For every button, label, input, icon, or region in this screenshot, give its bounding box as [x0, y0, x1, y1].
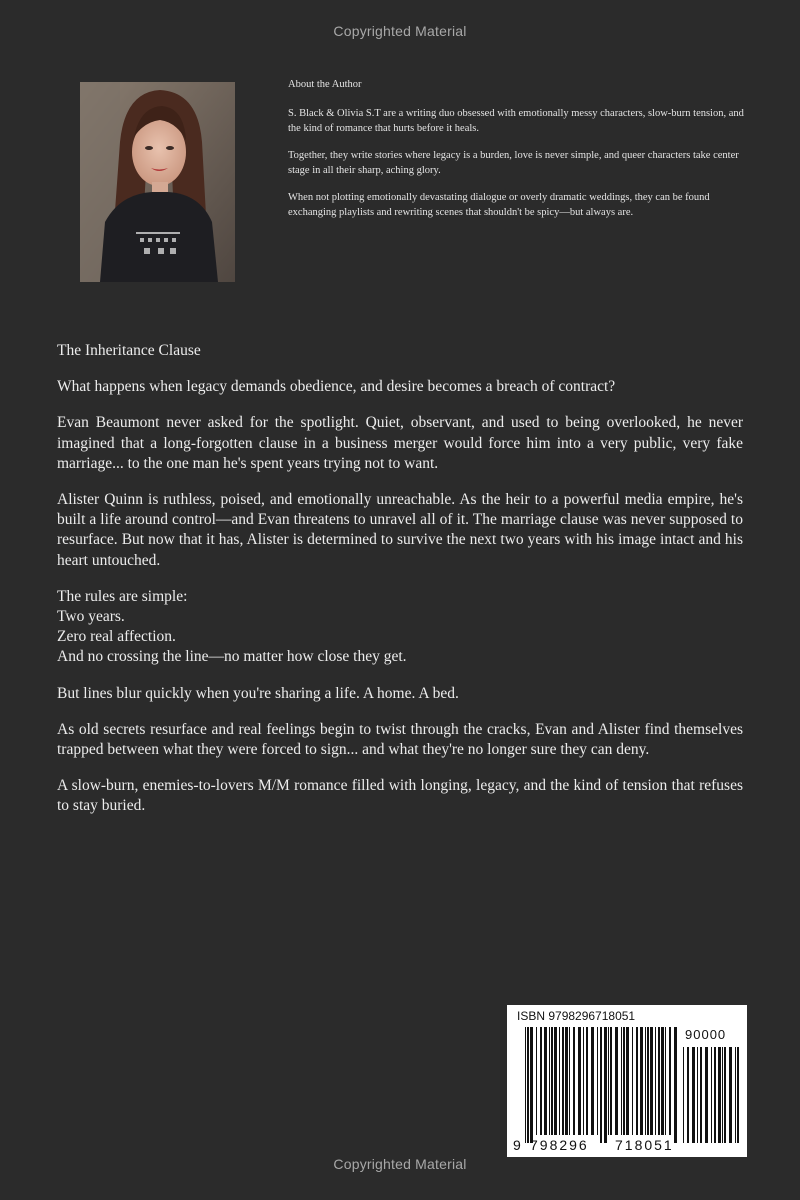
barcode-bar: [650, 1027, 653, 1135]
rules-line: And no crossing the line—no matter how close they get.: [57, 648, 407, 666]
barcode-bar: [536, 1027, 537, 1135]
author-portrait-image: [80, 82, 235, 282]
barcode-bar: [610, 1027, 612, 1135]
barcode-bar: [604, 1027, 607, 1143]
barcode-bar: [565, 1027, 568, 1135]
barcode-bar: [711, 1047, 712, 1143]
barcode-bar: [687, 1047, 689, 1143]
barcode-bar: [645, 1027, 646, 1135]
watermark-top: Copyrighted Material: [333, 23, 467, 39]
barcode-digit-first: 9: [513, 1137, 523, 1153]
blurb-paragraph: But lines blur quickly when you're sharing a life. A home. A bed.: [57, 684, 459, 702]
blurb-paragraph: As old secrets resurface and real feelings begin to twist through the cracks, Evan and Alister find themselves trapped between what they were forced to sign... and what they're no longer sure they can deny.: [57, 720, 743, 759]
barcode-bar: [737, 1047, 739, 1143]
barcode-bar: [623, 1027, 625, 1135]
about-author-section: [288, 77, 746, 232]
barcode-bar: [665, 1027, 666, 1135]
barcode-bar: [626, 1027, 629, 1135]
barcode-bar: [540, 1027, 542, 1135]
barcode-bar: [573, 1027, 575, 1135]
barcode-bar: [705, 1047, 708, 1143]
blurb-paragraph: Alister Quinn is ruthless, poised, and emotionally unreachable. As the heir to a powerful media empire, he's built a life around control—and Evan threatens to unravel all of it. The marriage clause was never supposed to resurface. But now that it has, Alister is determined to survive the next two years with his image intact and his heart untouched.: [57, 491, 743, 569]
barcode-bar: [640, 1027, 643, 1135]
barcode-bar: [525, 1027, 526, 1143]
barcode-bar: [692, 1047, 695, 1143]
isbn-barcode: [507, 1005, 747, 1157]
rules-line: The rules are simple:: [57, 587, 188, 605]
barcode-bar: [591, 1027, 594, 1135]
barcode-digits-left: 798296: [530, 1137, 589, 1153]
barcode-bar: [724, 1047, 726, 1143]
barcode-bar: [636, 1027, 638, 1135]
barcode-bar: [735, 1047, 736, 1143]
barcode-bar: [549, 1027, 550, 1135]
barcode-bar: [658, 1027, 660, 1135]
barcode-bar: [700, 1047, 702, 1143]
barcode-bar: [615, 1027, 618, 1135]
barcode-digits-right: 718051: [615, 1137, 674, 1153]
about-heading: About the Author: [288, 79, 362, 90]
author-photo: [80, 82, 235, 282]
barcode-bar: [669, 1027, 671, 1135]
barcode-bar: [527, 1027, 529, 1143]
rules-line: Zero real affection.: [57, 628, 176, 646]
about-paragraph: Together, they write stories where legacy is a burden, love is never simple, and queer characters take center stage in all their sharp, aching glory.: [288, 150, 739, 176]
barcode-bar: [655, 1027, 656, 1135]
tagline: What happens when legacy demands obedience, and desire becomes a breach of contract?: [57, 378, 616, 396]
watermark-bottom: Copyrighted Material: [333, 1156, 467, 1172]
barcode-bar: [661, 1027, 664, 1135]
book-title: The Inheritance Clause: [57, 342, 201, 359]
barcode-bar: [530, 1027, 533, 1143]
barcode-bar: [597, 1027, 598, 1135]
blurb-paragraph: A slow-burn, enemies-to-lovers M/M romance filled with longing, legacy, and the kind of tension that refuses to stay buried.: [57, 777, 743, 815]
barcode-bar: [600, 1027, 602, 1143]
rules-list: [57, 587, 743, 668]
price-code: 90000: [685, 1027, 727, 1042]
rules-line: Two years.: [57, 608, 125, 626]
barcode-bar: [697, 1047, 698, 1143]
barcode-bar: [544, 1027, 547, 1135]
barcode-bar: [674, 1027, 677, 1143]
barcode-bar: [586, 1027, 588, 1135]
barcode-bar: [562, 1027, 564, 1135]
barcode-bar: [632, 1027, 633, 1135]
barcode-bar: [647, 1027, 649, 1135]
about-paragraph: When not plotting emotionally devastating dialogue or overly dramatic weddings, they can be found exchanging playlists and rewriting scenes that shouldn't be spicy—but always are.: [288, 192, 710, 218]
isbn-label: ISBN 9798296718051: [517, 1009, 636, 1023]
barcode-bar: [714, 1047, 716, 1143]
book-blurb: [57, 341, 743, 833]
barcode-bars: [507, 1005, 747, 1157]
about-paragraph: S. Black & Olivia S.T are a writing duo obsessed with emotionally messy characters, slow-burn tension, and the kind of romance that hurts before it heals.: [288, 108, 744, 134]
barcode-bar: [559, 1027, 560, 1135]
barcode-bar: [583, 1027, 584, 1135]
barcode-bar: [554, 1027, 557, 1135]
barcode-bar: [722, 1047, 723, 1143]
barcode-bar: [569, 1027, 570, 1135]
barcode-bar: [729, 1047, 732, 1143]
barcode-bar: [683, 1047, 684, 1143]
barcode-bar: [608, 1027, 609, 1135]
barcode-bar: [718, 1047, 721, 1143]
barcode-bar: [551, 1027, 553, 1135]
barcode-bar: [621, 1027, 622, 1135]
barcode-bar: [578, 1027, 581, 1135]
blurb-paragraph: Evan Beaumont never asked for the spotlight. Quiet, observant, and used to being overlooked, he never imagined that a long-forgotten clause in a business merger would force him into a very public, very fake marriage... to the one man he's spent years trying not to want.: [57, 414, 743, 472]
